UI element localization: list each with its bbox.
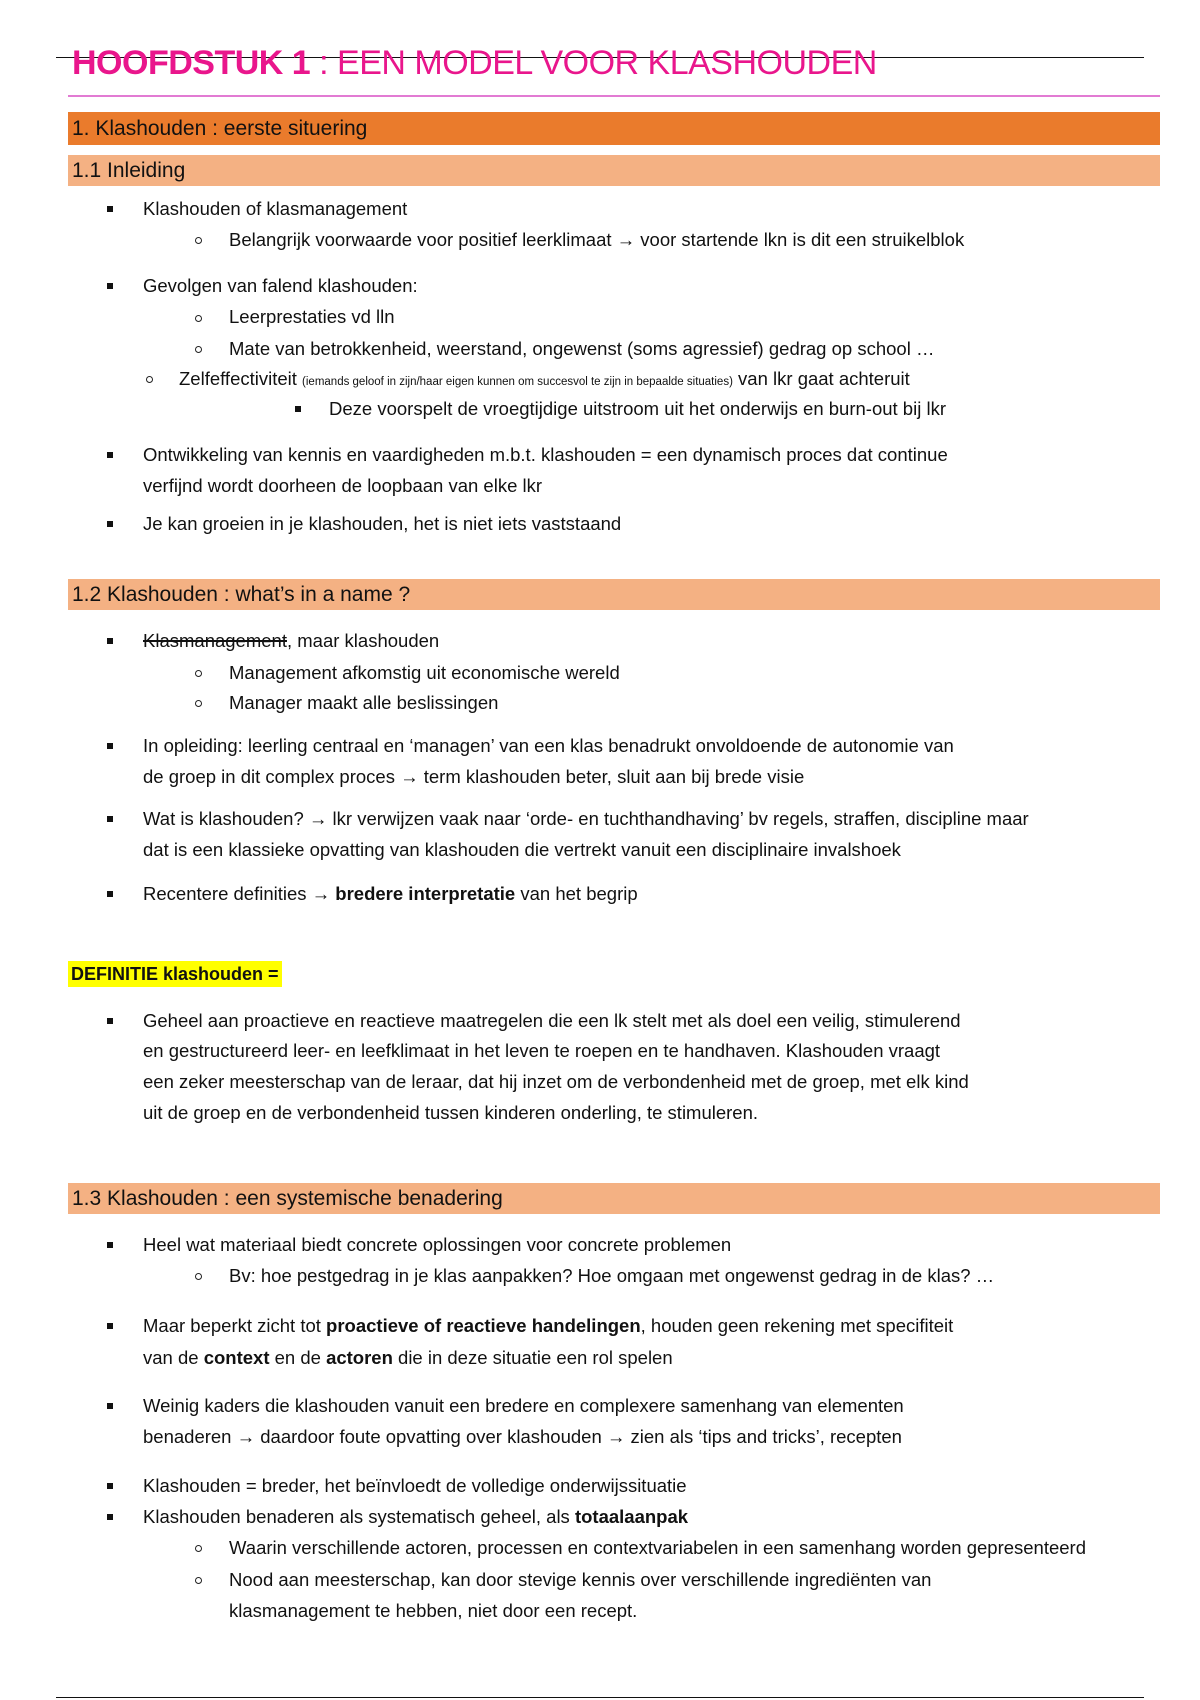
- text: Wat is klashouden?: [143, 808, 309, 829]
- list-item: In opleiding: leerling centraal en ‘managen’ van een klas benadrukt onvoldoende de autonomie van: [143, 735, 954, 756]
- list-item: [143, 807, 1029, 831]
- section-heading-1-1: 1.1 Inleiding: [68, 155, 1160, 186]
- bullet-square: [107, 452, 113, 458]
- bullet-circle: [195, 1545, 202, 1552]
- list-item: [179, 367, 910, 394]
- definition-text: en gestructureerd leer- en leefklimaat in het leven te roepen en te handhaven. Klashouden vraagt: [143, 1040, 941, 1061]
- definition-text: uit de groep en de verbondenheid tussen kinderen onderling, te stimuleren.: [143, 1102, 759, 1123]
- definition-label: DEFINITIE klashouden =: [68, 961, 282, 987]
- bullet-square: [107, 1018, 113, 1024]
- list-item: Heel wat materiaal biedt concrete oplossingen voor concrete problemen: [143, 1234, 732, 1255]
- bold-text: actoren: [326, 1347, 393, 1368]
- bullet-square: [107, 1514, 113, 1520]
- text: Belangrijk voorwaarde voor positief leerklimaat: [229, 229, 617, 250]
- bullet-square: [107, 206, 113, 212]
- list-item: [143, 629, 439, 653]
- list-item: Klashouden of klasmanagement: [143, 198, 408, 219]
- bullet-square: [107, 1323, 113, 1329]
- list-item-continuation: [143, 765, 804, 789]
- section-heading-1-2: 1.2 Klashouden : what’s in a name ?: [68, 579, 1160, 610]
- list-item: Klashouden = breder, het beïnvloedt de volledige onderwijssituatie: [143, 1475, 687, 1496]
- text: van lkr gaat achteruit: [732, 368, 910, 389]
- arrow-icon: →: [236, 1426, 256, 1447]
- text: Zelfeffectiviteit: [179, 368, 303, 389]
- bullet-circle: [195, 700, 202, 707]
- text: en de: [269, 1347, 327, 1368]
- chapter-title-rest: : EEN MODEL VOOR KLASHOUDEN: [310, 44, 877, 82]
- text: van de: [143, 1347, 204, 1368]
- text: die in deze situatie een rol spelen: [392, 1347, 673, 1368]
- list-item: Bv: hoe pestgedrag in je klas aanpakken? Hoe omgaan met ongewenst gedrag in de klas? …: [229, 1265, 995, 1286]
- text: Maar beperkt zicht tot: [143, 1315, 327, 1336]
- text: voor startende lkn is dit een struikelblok: [635, 229, 965, 250]
- title-underline: [68, 95, 1160, 97]
- list-item: Manager maakt alle beslissingen: [229, 692, 499, 713]
- list-item: [229, 228, 964, 252]
- list-item: Mate van betrokkenheid, weerstand, ongewenst (soms agressief) gedrag op school …: [229, 338, 935, 359]
- list-item-continuation: [143, 1346, 673, 1370]
- text: zien als ‘tips and tricks’, recepten: [625, 1426, 902, 1447]
- list-item-continuation: [143, 1425, 902, 1449]
- section-heading-1: 1. Klashouden : eerste situering: [68, 112, 1160, 145]
- bottom-rule: [56, 1697, 1144, 1698]
- list-item: Waarin verschillende actoren, processen en contextvariabelen in een samenhang worden gepresenteerd: [229, 1537, 1087, 1558]
- bullet-square: [107, 521, 113, 527]
- bold-text: totaalaanpak: [574, 1506, 689, 1527]
- bullet-circle: [146, 376, 153, 383]
- text: term klashouden beter, sluit aan bij brede visie: [418, 766, 805, 787]
- definition-text: een zeker meesterschap van de leraar, dat hij inzet om de verbondenheid met de groep, met elk kind: [143, 1071, 969, 1092]
- bullet-square: [107, 743, 113, 749]
- list-item: [143, 1505, 688, 1529]
- text: de groep in dit complex proces: [143, 766, 401, 787]
- text: Recentere definities: [143, 883, 312, 904]
- bullet-circle: [195, 346, 202, 353]
- bullet-circle: [195, 315, 202, 322]
- bold-text: proactieve of reactieve handelingen: [326, 1315, 641, 1336]
- list-item: Gevolgen van falend klashouden:: [143, 275, 418, 296]
- list-item: [143, 882, 638, 906]
- bullet-circle: [195, 237, 202, 244]
- bullet-circle: [195, 1273, 202, 1280]
- list-item: [143, 1314, 953, 1338]
- text: daardoor foute opvatting over klashouden: [255, 1426, 607, 1447]
- text: lkr verwijzen vaak naar ‘orde- en tuchthandhaving’ bv regels, straffen, discipline maar: [327, 808, 1029, 829]
- list-item: Weinig kaders die klashouden vanuit een bredere en complexere samenhang van elementen: [143, 1395, 904, 1416]
- list-item: Nood aan meesterschap, kan door stevige kennis over verschillende ingrediënten van: [229, 1569, 932, 1590]
- list-item: Leerprestaties vd lln: [229, 306, 395, 327]
- list-item: Deze voorspelt de vroegtijdige uitstroom uit het onderwijs en burn-out bij lkr: [329, 398, 946, 419]
- list-item-continuation: verfijnd wordt doorheen de loopbaan van elke lkr: [143, 475, 543, 496]
- text: van het begrip: [515, 883, 638, 904]
- list-item: Ontwikkeling van kennis en vaardigheden m.b.t. klashouden = een dynamisch proces dat continue: [143, 444, 948, 465]
- arrow-icon: →: [400, 766, 419, 787]
- list-item-continuation: dat is een klassieke opvatting van klashouden die vertrekt vanuit een disciplinaire invalshoek: [143, 839, 901, 860]
- bullet-square: [107, 1403, 113, 1409]
- text: benaderen: [143, 1426, 237, 1447]
- section-heading-1-3: 1.3 Klashouden : een systemische benadering: [68, 1183, 1160, 1214]
- text: , houden geen rekening met specifiteit: [640, 1315, 954, 1336]
- arrow-icon: →: [616, 229, 636, 250]
- definition-text: Geheel aan proactieve en reactieve maatregelen die een lk stelt met als doel een veilig, stimulerend: [143, 1010, 961, 1031]
- arrow-icon: →: [308, 808, 328, 829]
- bullet-square: [107, 891, 113, 897]
- bullet-square: [107, 1483, 113, 1489]
- bullet-square: [107, 283, 113, 289]
- bold-text: bredere interpretatie: [335, 883, 516, 904]
- bullet-square: [107, 638, 113, 644]
- list-item: Management afkomstig uit economische wereld: [229, 662, 620, 683]
- bold-text: context: [203, 1347, 270, 1368]
- struck-text: Klasmanagement: [143, 630, 287, 651]
- list-item-continuation: klasmanagement te hebben, niet door een recept.: [229, 1600, 638, 1621]
- bullet-square: [295, 406, 301, 412]
- bullet-square: [107, 816, 113, 822]
- text: Klashouden benaderen als systematisch geheel, als: [143, 1506, 575, 1527]
- arrow-icon: →: [606, 1426, 626, 1447]
- chapter-title: [72, 46, 877, 80]
- list-item: Je kan groeien in je klashouden, het is niet iets vaststaand: [143, 513, 622, 534]
- chapter-title-bold: HOOFDSTUK 1: [72, 44, 311, 82]
- bullet-circle: [195, 1577, 202, 1584]
- bullet-square: [107, 1242, 113, 1248]
- bullet-circle: [195, 670, 202, 677]
- arrow-icon: →: [311, 883, 331, 904]
- text: , maar klashouden: [286, 630, 440, 651]
- text-small: (iemands geloof in zijn/haar eigen kunnen om succesvol te zijn in bepaalde situaties): [302, 376, 733, 388]
